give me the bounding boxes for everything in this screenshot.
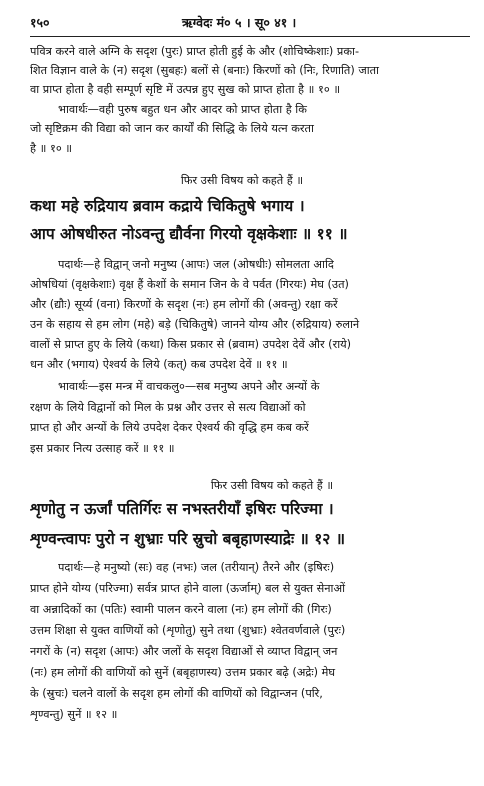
text-line: वा प्राप्त होता है वही सम्पूर्ण सृष्टि में उत्पन्न हुए सुख को प्राप्त होता है ॥ १० ॥ <box>30 83 341 96</box>
text-line: प्राप्त हो और अन्यों के लिये उपदेश देकर ऐश्वर्य की वृद्धि हम कब करें <box>30 421 309 434</box>
mantra-line: कथा महे रुद्रियाय ब्रवाम कद्राये चिकितुषे भगाय । <box>30 197 305 215</box>
mantra-line: शृण्वन्त्वापः पुरो न शुभ्राः परि स्रुचो बबृहाणस्याद्रेः ॥ १२ ॥ <box>30 530 346 548</box>
running-title: ऋग्वेदः मं० ५ । सू० ४१ । <box>182 15 297 30</box>
text-line: ओषधियां (वृक्षकेशाः) वृक्ष हैं केशों के समान जिन के वे पर्वत (गिरयः) मेघ (उत) <box>30 278 349 291</box>
mantra-line: शृणोतु न ऊर्जां पतिर्गिरः स नभस्तरीयाँ इषिरः परिज्मा । <box>30 500 334 518</box>
text-line: वा अन्नादिकों का (पतिः) स्वामी पालन करने वाला (नः) हम लोगों की (गिरः) <box>30 603 332 616</box>
text-line: और (द्यौः) सूर्य्य (वना) किरणों के सदृश (नः) हम लोगों की (अवन्तु) रक्षा करें <box>30 298 338 311</box>
text-line: जो सृष्टिक्रम की विद्या को जान कर कार्यों की सिद्धि के लिये यत्न करता <box>30 122 314 135</box>
bhavartha-line: भावार्थः—इस मन्त्र में वाचकलु०—सब मनुष्य अपने और अन्यों के <box>58 380 320 393</box>
text-line: उत्तम शिक्षा से युक्त वाणियों को (शृणोतु) सुने तथा (शुभ्राः) श्वेतवर्णवाले (पुरः) <box>30 624 346 637</box>
section-heading: फिर उसी विषय को कहते हैं ॥ <box>210 479 334 492</box>
page-header <box>30 14 460 34</box>
text-line: नगरों के (न) सदृश (आपः) और जलों के सदृश विद्याओं से व्याप्त विद्वान् जन <box>30 645 338 658</box>
text-line: है ॥ १० ॥ <box>30 142 73 155</box>
text-line: वालों से प्राप्त हुए के लिये (कथा) किस प्रकार से (ब्रवाम) उपदेश देवें और (राये) <box>30 338 352 351</box>
padartha-line: पदार्थः—हे मनुष्यो (सः) वह (नभः) जल (तरीयान्) तैरने और (इषिरः) <box>58 561 335 574</box>
bhavartha-line: भावार्थः—वही पुरुष बहुत धन और आदर को प्राप्त होता है कि <box>58 103 307 116</box>
text-line: शित विज्ञान वाले के (न) सदृश (सुबहः) बलों से (बनाः) किरणों को (निः, रिणाति) जाता <box>30 64 379 77</box>
text-line: उन के सहाय से हम लोग (महे) बड़े (चिकितुषे) जानने योग्य और (रुद्रियाय) रुलाने <box>30 318 360 331</box>
page-number: १५० <box>30 15 50 30</box>
text-line: शृण्वन्तु) सुनें ॥ १२ ॥ <box>30 708 118 721</box>
text-line: इस प्रकार नित्य उत्साह करें ॥ ११ ॥ <box>30 442 175 455</box>
header-rule <box>30 36 470 37</box>
text-line: रक्षण के लिये विद्वानों को मिल के प्रश्न और उत्तर से सत्य विद्याओं को <box>30 401 306 414</box>
mantra-line: आप ओषधीरुत नोऽवन्तु द्यौर्वना गिरयो वृक्षकेशाः ॥ ११ ॥ <box>30 225 348 243</box>
text-line: पवित्र करने वाले अग्नि के सदृश (पुरः) प्राप्त होती हुई के और (शोचिष्केशाः) प्रका- <box>30 45 360 58</box>
text-line: प्राप्त होने योग्य (परिज्मा) सर्वत्र प्राप्त होने वाला (ऊर्जाम्) बल से युक्त सेनाओं <box>30 582 346 595</box>
text-line: (नः) हम लोगों की वाणियों को सुनें (बबृहाणस्य) उत्तम प्रकार बढ़े (अद्रेः) मेघ <box>30 666 336 679</box>
section-heading: फिर उसी विषय को कहते हैं ॥ <box>180 174 304 187</box>
text-line: के (स्रुचः) चलने वालों के सदृश हम लोगों की वाणियों को विद्वान्जन (परि, <box>30 687 323 700</box>
padartha-line: पदार्थः—हे विद्वान् जनो मनुष्य (आपः) जल (ओषधीः) सोमलता आदि <box>58 258 334 271</box>
text-line: धन और (भगाय) ऐश्वर्य के लिये (कत्) कब उपदेश देवें ॥ ११ ॥ <box>30 358 288 371</box>
